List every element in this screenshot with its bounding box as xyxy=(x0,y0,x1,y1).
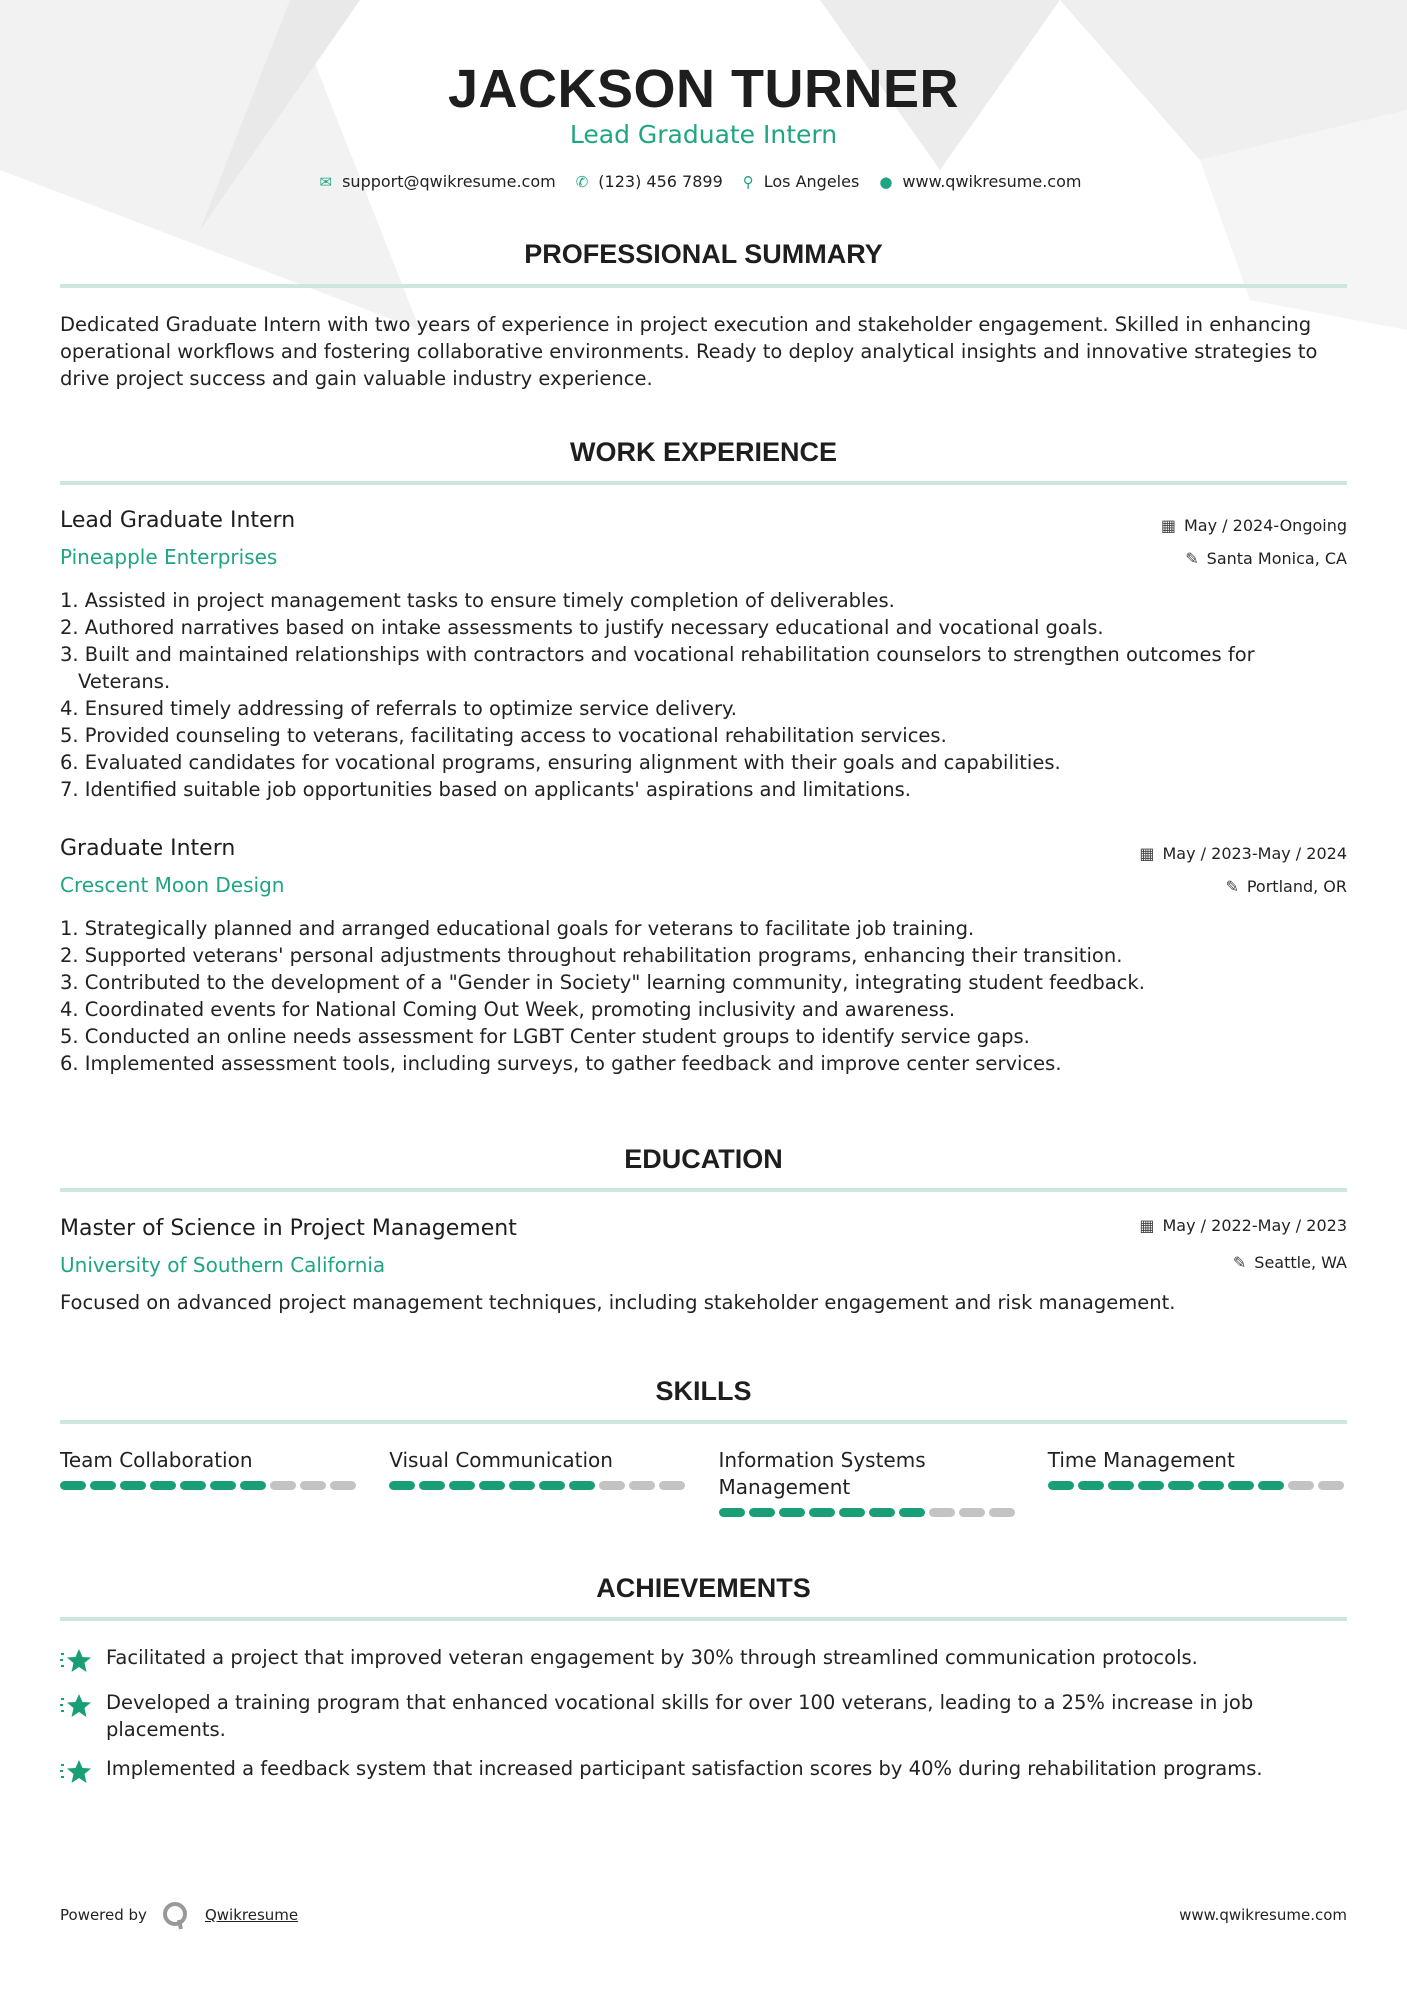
brand-link[interactable]: Qwikresume xyxy=(204,1906,299,1924)
skill-rating-dot xyxy=(479,1481,505,1490)
skill-rating-dot xyxy=(1258,1481,1284,1490)
education-location: ✎ Seattle, WA xyxy=(1232,1253,1347,1272)
job-location: ✎ Portland, OR xyxy=(1225,877,1347,896)
skill-rating-dot xyxy=(509,1481,535,1490)
skill-name: Visual Communication xyxy=(389,1448,613,1472)
star-icon xyxy=(60,1692,92,1720)
skill-rating-dot xyxy=(1198,1481,1224,1490)
skill-rating xyxy=(60,1481,359,1490)
list-item: 6. Evaluated candidates for vocational programs, ensuring alignment with their goals and capabilities. xyxy=(60,751,1061,774)
list-item: 2. Authored narratives based on intake assessments to justify necessary educational and vocational goals. xyxy=(60,616,1104,639)
skill-rating-dot xyxy=(989,1508,1015,1517)
skills-list xyxy=(60,1447,1347,1517)
achievement-item xyxy=(60,1755,1347,1786)
job-title: Graduate Intern xyxy=(60,836,236,861)
pin-icon: ✎ xyxy=(1225,877,1239,896)
calendar-icon: ▦ xyxy=(1160,516,1176,535)
list-item: 3. Built and maintained relationships with contractors and vocational rehabilitation counselors to strengthen outcomes for Veterans. xyxy=(60,643,1255,693)
summary-text: Dedicated Graduate Intern with two years of experience in project execution and stakeholder engagement. Skilled in enhancing operational workflows and fostering collaborative environments. Ready to deploy analytical insights and innovative strategies to drive project success and gain valuable industry experience. xyxy=(60,313,1318,390)
job-date: ▦ May / 2024-Ongoing xyxy=(1160,516,1347,535)
achievement-text: Facilitated a project that improved veteran engagement by 30% through streamlined communication protocols. xyxy=(106,1646,1198,1669)
skill-rating xyxy=(1048,1481,1347,1490)
skill-rating-dot xyxy=(1168,1481,1194,1490)
job-title: Lead Graduate Intern xyxy=(60,508,296,533)
achievement-item xyxy=(60,1644,1347,1675)
candidate-role: Lead Graduate Intern xyxy=(569,120,838,149)
map-pin-icon: ⚲ xyxy=(742,172,754,191)
envelope-icon: ✉ xyxy=(319,172,333,191)
globe-icon: ● xyxy=(879,172,893,191)
list-item: 1. Assisted in project management tasks to ensure timely completion of deliverables. xyxy=(60,589,895,612)
skill-rating-dot xyxy=(180,1481,206,1490)
header-background-pattern xyxy=(0,0,1407,330)
footer-website[interactable]: www.qwikresume.com xyxy=(1179,1906,1347,1924)
work-heading: WORK EXPERIENCE xyxy=(569,437,838,467)
list-item: 4. Ensured timely addressing of referrals to optimize service delivery. xyxy=(60,697,737,720)
list-item: 2. Supported veterans' personal adjustments throughout rehabilitation programs, enhancing their transition. xyxy=(60,944,1123,967)
divider xyxy=(60,1420,1347,1424)
pin-icon: ✎ xyxy=(1232,1253,1247,1272)
calendar-icon: ▦ xyxy=(1139,1216,1155,1235)
education-description: Focused on advanced project management techniques, including stakeholder engagement and risk management. xyxy=(60,1291,1176,1314)
education-heading: EDUCATION xyxy=(624,1144,783,1174)
calendar-icon: ▦ xyxy=(1139,844,1155,863)
job-bullets xyxy=(60,587,1347,803)
contact-bar xyxy=(60,172,1347,191)
skill-rating-dot xyxy=(929,1508,955,1517)
skill-rating-dot xyxy=(569,1481,595,1490)
achievement-text: Implemented a feedback system that increased participant satisfaction scores by 40% during rehabilitation programs. xyxy=(106,1757,1263,1780)
list-item: 7. Identified suitable job opportunities based on applicants' aspirations and limitations. xyxy=(60,778,911,801)
star-icon xyxy=(60,1758,92,1786)
skill-rating-dot xyxy=(449,1481,475,1490)
skill-rating-dot xyxy=(300,1481,326,1490)
skill-rating-dot xyxy=(1138,1481,1164,1490)
skill-rating-dot xyxy=(210,1481,236,1490)
skill-rating-dot xyxy=(270,1481,296,1490)
skill-rating-dot xyxy=(869,1508,895,1517)
skill-rating-dot xyxy=(719,1508,745,1517)
skill-rating-dot xyxy=(659,1481,685,1490)
degree-title: Master of Science in Project Management xyxy=(60,1216,517,1241)
skill-name: Team Collaboration xyxy=(60,1448,253,1472)
pin-icon: ✎ xyxy=(1185,549,1199,568)
skill-rating-dot xyxy=(389,1481,415,1490)
skill-name: Information Systems Management xyxy=(718,1448,926,1499)
divider xyxy=(60,1188,1347,1192)
skill-item xyxy=(1048,1447,1347,1517)
skill-rating-dot xyxy=(779,1508,805,1517)
powered-by-label: Powered by xyxy=(60,1906,147,1924)
divider xyxy=(60,284,1347,288)
skill-rating-dot xyxy=(419,1481,445,1490)
list-item: 4. Coordinated events for National Coming Out Week, promoting inclusivity and awareness. xyxy=(60,998,956,1021)
skill-rating-dot xyxy=(330,1481,356,1490)
footer xyxy=(60,1900,1347,1930)
skill-item xyxy=(60,1447,359,1517)
skill-rating-dot xyxy=(90,1481,116,1490)
skill-rating-dot xyxy=(899,1508,925,1517)
job-company: Pineapple Enterprises xyxy=(60,545,278,569)
list-item: 3. Contributed to the development of a "Gender in Society" learning community, integrating student feedback. xyxy=(60,971,1145,994)
achievement-text: Developed a training program that enhanced vocational skills for over 100 veterans, leading to a 25% increase in job placements. xyxy=(106,1691,1254,1741)
skill-rating-dot xyxy=(120,1481,146,1490)
contact-email[interactable]: ✉ support@qwikresume.com xyxy=(319,172,556,191)
job-date: ▦ May / 2023-May / 2024 xyxy=(1139,844,1347,863)
skill-name: Time Management xyxy=(1047,1448,1235,1472)
skill-rating-dot xyxy=(809,1508,835,1517)
skill-rating-dot xyxy=(599,1481,625,1490)
skill-rating-dot xyxy=(1078,1481,1104,1490)
skill-rating-dot xyxy=(749,1508,775,1517)
skill-rating-dot xyxy=(1228,1481,1254,1490)
contact-website[interactable]: ● www.qwikresume.com xyxy=(879,172,1082,191)
skill-rating-dot xyxy=(1288,1481,1314,1490)
job-bullets xyxy=(60,915,1347,1077)
qwikresume-logo-icon xyxy=(161,1900,191,1930)
contact-phone[interactable]: ✆ (123) 456 7899 xyxy=(575,172,723,191)
skill-rating xyxy=(719,1508,1018,1517)
achievement-item xyxy=(60,1689,1347,1743)
skill-rating-dot xyxy=(240,1481,266,1490)
phone-icon: ✆ xyxy=(575,172,589,191)
skill-rating-dot xyxy=(959,1508,985,1517)
skill-rating-dot xyxy=(1318,1481,1344,1490)
skill-rating-dot xyxy=(150,1481,176,1490)
achievements-heading: ACHIEVEMENTS xyxy=(596,1573,811,1603)
job-company: Crescent Moon Design xyxy=(60,873,285,897)
skill-item xyxy=(389,1447,688,1517)
skills-heading: SKILLS xyxy=(655,1376,752,1406)
divider xyxy=(60,481,1347,485)
list-item: 6. Implemented assessment tools, including surveys, to gather feedback and improve center services. xyxy=(60,1052,1062,1075)
skill-rating-dot xyxy=(1048,1481,1074,1490)
school-name: University of Southern California xyxy=(60,1253,386,1277)
list-item: 5. Conducted an online needs assessment for LGBT Center student groups to identify service gaps. xyxy=(60,1025,1030,1048)
skill-rating-dot xyxy=(629,1481,655,1490)
skill-item xyxy=(719,1447,1018,1517)
skill-rating-dot xyxy=(539,1481,565,1490)
list-item: 5. Provided counseling to veterans, facilitating access to vocational rehabilitation services. xyxy=(60,724,947,747)
divider xyxy=(60,1617,1347,1621)
summary-heading: PROFESSIONAL SUMMARY xyxy=(524,239,883,269)
job-location: ✎ Santa Monica, CA xyxy=(1185,549,1347,568)
list-item: 1. Strategically planned and arranged educational goals for veterans to facilitate job training. xyxy=(60,917,975,940)
skill-rating-dot xyxy=(839,1508,865,1517)
star-icon xyxy=(60,1647,92,1675)
contact-location: ⚲ Los Angeles xyxy=(742,172,860,191)
candidate-name: JACKSON TURNER xyxy=(447,59,960,119)
skill-rating-dot xyxy=(60,1481,86,1490)
skill-rating xyxy=(389,1481,688,1490)
education-date: ▦ May / 2022-May / 2023 xyxy=(1139,1216,1347,1235)
skill-rating-dot xyxy=(1108,1481,1134,1490)
